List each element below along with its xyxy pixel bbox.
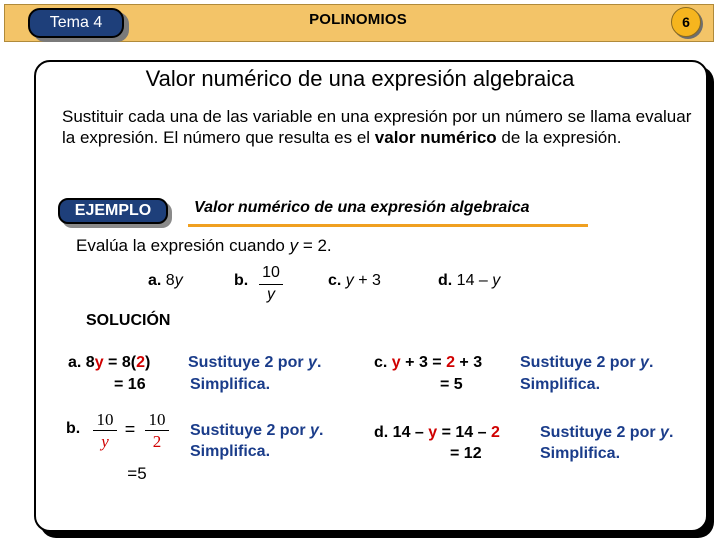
- solution-b-rhs-denominator: 2: [152, 432, 162, 451]
- task-prefix: Evalúa la expresión cuando: [76, 236, 290, 255]
- solution-c-step-2: Simplifica.: [520, 376, 601, 393]
- solution-a-value: 2: [136, 354, 145, 371]
- solution-b-step-1-text: Sustituye 2 por: [190, 422, 311, 439]
- solution-a-step-1: [188, 352, 321, 373]
- solution-c-value: 2: [446, 354, 455, 371]
- solution-a-line-1: [68, 352, 150, 373]
- solution-b-lhs-bar: [93, 430, 117, 431]
- intro-text-2: de la expresión.: [496, 128, 622, 147]
- solution-title: SOLUCIÓN: [86, 312, 171, 329]
- solution-b-result: =5: [127, 464, 147, 483]
- header-title: POLINOMIOS: [309, 11, 407, 28]
- solution-d-line-2: = 12: [450, 445, 482, 462]
- solution-d-step-1: [540, 422, 673, 443]
- option-b: [234, 272, 248, 290]
- page-number: 6: [682, 14, 690, 30]
- option-d: [438, 272, 500, 290]
- solution-b-rhs-bar: [145, 430, 169, 431]
- solution-a-mid: = 8(: [103, 354, 137, 371]
- solution-d-label: d.: [374, 424, 389, 441]
- solution-c-line-2: = 5: [440, 376, 463, 393]
- solution-b-step-1-var: y: [310, 422, 319, 439]
- solution-b-step-2: Simplifica.: [190, 443, 271, 460]
- solution-d-value: 2: [491, 424, 500, 441]
- task-suffix: = 2.: [298, 236, 332, 255]
- example-title: Valor numérico de una expresión algebraica: [194, 199, 530, 216]
- solution-d-line-1: [374, 422, 500, 443]
- solution-d-step-1-var: y: [660, 424, 669, 441]
- option-b-denominator: y: [267, 286, 275, 303]
- intro-text-1: Sustituir cada una de las variable en una expresión por un número se llama evaluar la expresión. El número que resulta es el: [62, 107, 692, 147]
- solution-b-step-1-end: .: [318, 422, 324, 439]
- option-a-num: 8: [165, 272, 175, 289]
- solution-c-step-1-var: y: [640, 354, 649, 371]
- option-c-label: c.: [328, 272, 342, 289]
- solution-a-pre: 8: [85, 354, 95, 371]
- solution-c-line-1: [374, 352, 482, 373]
- solution-c-mid: + 3 =: [400, 354, 447, 371]
- solution-c-step-1: [520, 352, 653, 373]
- example-underline: [188, 224, 588, 227]
- option-c: [328, 272, 381, 290]
- solution-b-equals: =: [124, 419, 136, 439]
- option-d-rest: 14 –: [456, 272, 493, 289]
- task-variable: y: [289, 236, 299, 255]
- solution-c-step-1-end: .: [648, 354, 654, 371]
- slide-title: Valor numérico de una expresión algebraica: [145, 66, 575, 91]
- intro-paragraph: [62, 106, 702, 148]
- option-c-var: y: [345, 272, 354, 289]
- option-a-var: y: [174, 272, 183, 289]
- solution-b-rhs-numerator: 10: [148, 410, 166, 429]
- page-number-badge: [671, 7, 701, 37]
- solution-a-label: a.: [68, 354, 82, 371]
- option-c-rest: + 3: [353, 272, 381, 289]
- solution-a-step-1-var: y: [308, 354, 317, 371]
- intro-bold-term: valor numérico: [374, 128, 497, 147]
- solution-d-pre: 14 –: [392, 424, 429, 441]
- solution-b-lhs-denominator: y: [101, 432, 109, 451]
- solution-b-step-1: [190, 420, 323, 441]
- option-a-label: a.: [148, 272, 162, 289]
- example-badge: [58, 198, 168, 224]
- option-a: [148, 272, 183, 290]
- solution-a-var: y: [94, 354, 104, 371]
- solution-d-step-2: Simplifica.: [540, 445, 621, 462]
- solution-b-lhs-numerator: 10: [96, 410, 114, 429]
- solution-d-mid: = 14 –: [437, 424, 491, 441]
- topic-label: Tema 4: [49, 14, 103, 31]
- solution-a-step-1-text: Sustituye 2 por: [188, 354, 309, 371]
- option-b-numerator: 10: [262, 264, 280, 281]
- option-d-var: y: [492, 272, 501, 289]
- solution-a-line-2: = 16: [114, 376, 146, 393]
- solution-a-end: ): [144, 354, 151, 371]
- solution-c-label: c.: [374, 354, 388, 371]
- solution-c-step-1-text: Sustituye 2 por: [520, 354, 641, 371]
- option-d-label: d.: [438, 272, 453, 289]
- solution-c-var: y: [391, 354, 401, 371]
- solution-d-step-1-end: .: [668, 424, 674, 441]
- solution-d-step-1-text: Sustituye 2 por: [540, 424, 661, 441]
- solution-b-label: b.: [66, 420, 81, 437]
- solution-a-step-2: Simplifica.: [190, 376, 271, 393]
- option-b-label: b.: [234, 272, 249, 289]
- solution-d-var: y: [428, 424, 438, 441]
- task-statement: [76, 236, 332, 256]
- example-badge-label: EJEMPLO: [74, 202, 152, 219]
- solution-c-end: + 3: [454, 354, 483, 371]
- solution-a-step-1-end: .: [316, 354, 322, 371]
- option-b-fraction-bar: [259, 284, 283, 285]
